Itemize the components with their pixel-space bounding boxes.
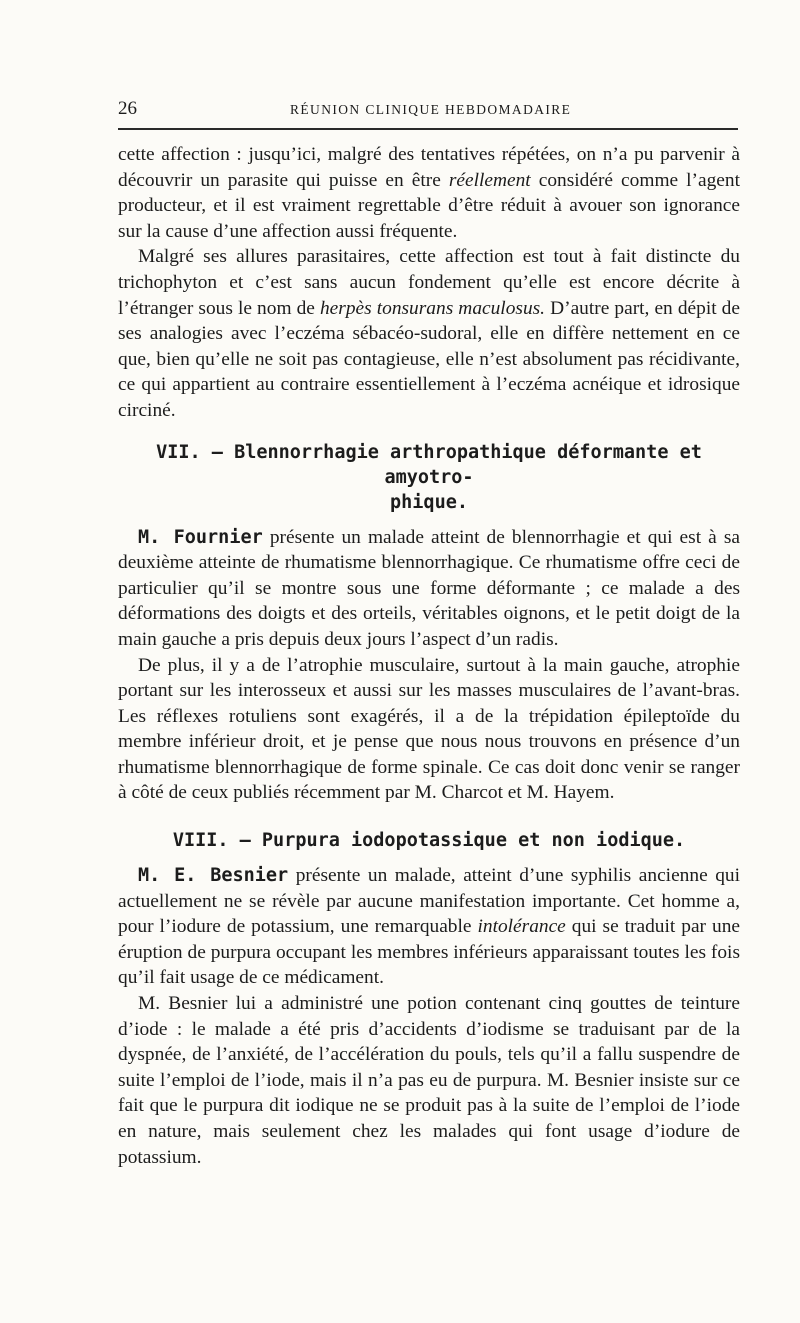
section-8-title: VIII. — Purpura iodopotassique et non iodique.: [172, 830, 686, 852]
section-8-paragraph-2: M. Besnier lui a administré une potion contenant cinq gouttes de teinture d’iode : le malade a été pris d’accidents d’iodisme se traduisant par de la dyspnée, de l’anxiété, de l’accélération du pouls, tels qu’il a fallu suspendre de suite l’emploi de l’iode, mais il n’a pas eu de purpura. M. Besnier insiste sur ce fait que le purpura dit iodique ne se produit pas à la suite de l’emploi de l’iode en nature, mais seulement chez les malades qui font usage d’iodure de potassium.: [118, 993, 740, 1168]
speaker-name: M. Fournier: [138, 526, 263, 548]
page-header: [118, 98, 738, 126]
page-number: 26: [118, 98, 137, 119]
running-title: RÉUNION CLINIQUE HEBDOMADAIRE: [290, 102, 572, 117]
section-7-title: VII. — Blennorrhagie arthropathique déformante et amyotro- phique.: [156, 441, 702, 513]
section-7-paragraph-2: De plus, il y a de l’atrophie musculaire, surtout à la main gauche, atrophie portant sur les interosseux et aussi sur les masses musculaires de l’avant-bras. Les réflexes rotuliens sont exagérés, il a de la trépidation épileptoïde du membre inférieur droit, et je pense que nous nous trouvons en présence d’un rhumatisme blennorrhagique de forme spinale. Ce cas doit donc venir se ranger à côté de ceux publiés récemment par M. Charcot et M. Hayem.: [118, 654, 740, 804]
header-rule: [118, 128, 738, 130]
paragraph-2: Malgré ses allures parasitaires, cette affection est tout à fait distincte du trichophyton et c’est sans aucun fondement qu’elle est encore décrite à l’étranger sous le nom de herpès tonsurans maculosus. D’autre part, en dépit de ses analogies avec l’eczéma sébacéo-sudoral, elle en diffère nettement en ce que, bien qu’elle ne soit pas contagieuse, elle n’est absolument pas récidivante, ce qui appartient au contraire essentiellement à l’eczéma acnéique et idrosique circiné.: [118, 246, 740, 421]
page-body: [118, 142, 740, 1170]
section-8-paragraph-1: M. E. Besnier présente un malade, atteint d’une syphilis ancienne qui actuellement ne se révèle par aucune manifestation importante. Cet homme a, pour l’iodure de potassium, une remarquable intolérance qui se traduit par une éruption de purpura occupant les membres inférieurs apparaissant toutes les fois qu’il fait usage de ce médicament.: [118, 865, 740, 989]
paragraph-1: cette affection : jusqu’ici, malgré des tentatives répétées, on n’a pu parvenir à découvrir un parasite qui puisse en être réellement considéré comme l’agent producteur, et il est vraiment regrettable d’être réduit à avouer son ignorance sur la cause d’une affection aussi fréquente.: [118, 144, 740, 242]
speaker-name: M. E. Besnier: [138, 865, 289, 887]
section-7-paragraph-1: M. Fournier présente un malade atteint de blennorrhagie et qui est à sa deuxième atteinte de rhumatisme blennorrhagique. Ce rhumatisme offre ceci de particulier qu’il se montre sous une forme déformante ; ce malade a des déformations des doigts et des orteils, véritables oignons, et le petit doigt de la main gauche a pris depuis deux jours l’aspect d’un radis.: [118, 526, 740, 650]
